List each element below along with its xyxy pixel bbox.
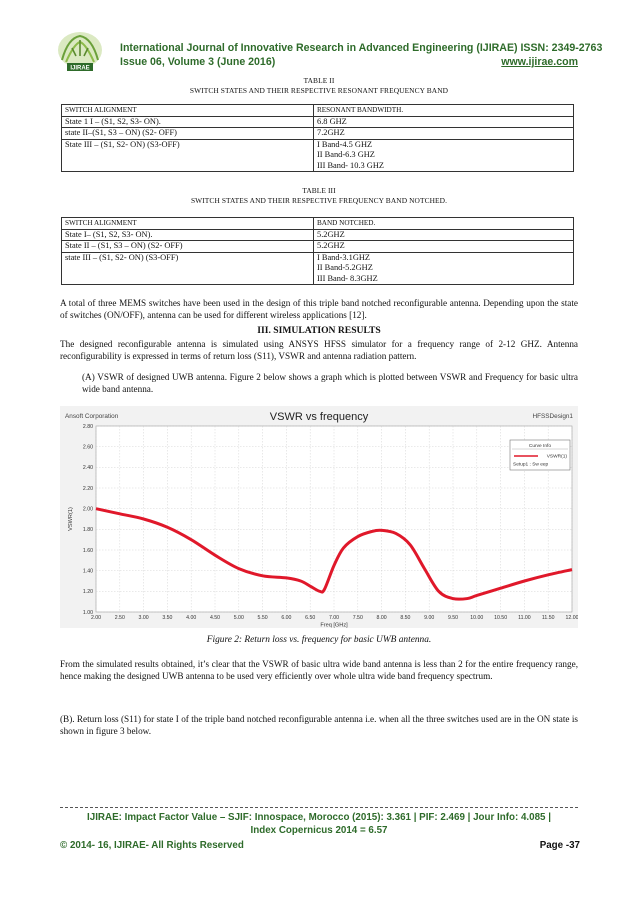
- paragraph-simulation: The designed reconfigurable antenna is simulated using ANSYS HFSS simulator for a frequency range of 2-12 GHZ. Antenna reconfigurability is expressed in terms of return loss (S11), VSWR and antenna radiation pattern.: [60, 339, 578, 362]
- issue-info: Issue 06, Volume 3 (June 2016): [120, 56, 276, 68]
- footer-copyright: © 2014- 16, IJIRAE- All Rights Reserved: [60, 840, 244, 851]
- x-tick-label: 11.00: [518, 615, 531, 621]
- paragraph-return-loss: (B). Return loss (S11) for state I of the triple band notched reconfigurable antenna i.e. when all the three switches used are in the ON state is shown in figure 3 below.: [60, 714, 578, 737]
- table-cell: 5.2GHZ: [314, 241, 574, 253]
- chart-corner-right: HFSSDesign1: [532, 413, 573, 420]
- chart-legend: [510, 440, 570, 470]
- x-tick-label: 8.00: [376, 615, 387, 621]
- legend-entry: VSWR(1): [546, 454, 567, 460]
- table-header-row: [62, 218, 574, 230]
- table-cell: State 1 I – (S1, S2, S3- ON).: [62, 116, 314, 128]
- y-tick-label: 1.40: [82, 568, 93, 575]
- table2-caption: SWITCH STATES AND THEIR RESPECTIVE RESONANT FREQUENCY BAND: [189, 86, 449, 95]
- table-cell: State I– (S1, S2, S3- ON).: [62, 229, 314, 241]
- x-tick-label: 8.50: [400, 615, 411, 621]
- legend-title: Curve Info: [528, 444, 552, 449]
- table3: [61, 217, 574, 285]
- y-tick-label: 1.00: [82, 609, 93, 616]
- table-cell-line: II Band-5.2GHZ: [317, 263, 373, 272]
- table-cell: State II – (S1, S3 – ON) (S2- OFF): [62, 241, 314, 253]
- table3-caption: SWITCH STATES AND THEIR RESPECTIVE FREQUENCY BAND NOTCHED.: [190, 196, 448, 205]
- table-cell: [314, 252, 574, 285]
- table3-title: TABLE III: [302, 186, 336, 195]
- y-tick-label: 2.80: [82, 423, 93, 430]
- table-row: [62, 229, 574, 241]
- y-tick-label: 2.20: [82, 485, 93, 492]
- y-tick-label: 2.40: [82, 465, 93, 472]
- x-tick-label: 7.00: [328, 615, 340, 621]
- x-tick-label: 10.00: [470, 615, 484, 621]
- table-row: [62, 116, 574, 128]
- table-header-cell: BAND NOTCHED.: [314, 218, 574, 230]
- table-cell-line: I Band-4.5 GHZ: [317, 139, 373, 149]
- table-cell-line: I Band-3.1GHZ: [317, 252, 371, 262]
- x-tick-label: 11.50: [541, 615, 555, 621]
- footer-index-copernicus: Index Copernicus 2014 = 6.57: [250, 825, 388, 836]
- table-row: [62, 139, 574, 172]
- table-cell-line: III Band- 8.3GHZ: [317, 273, 378, 283]
- table-cell: state II–(S1, S3 – ON) (S2- OFF): [62, 128, 314, 140]
- footer-divider: [60, 807, 578, 808]
- x-tick-label: 2.00: [90, 615, 102, 621]
- x-tick-label: 3.00: [138, 615, 149, 621]
- table-row: [62, 241, 574, 253]
- x-tick-label: 3.50: [162, 615, 173, 621]
- x-tick-label: 7.50: [352, 615, 363, 621]
- x-tick-label: 2.50: [114, 615, 125, 621]
- table-cell-line: II Band-6.3 GHZ: [317, 150, 375, 159]
- vswr-chart: [60, 406, 578, 628]
- legend-entry: Setup1 : Sw eep: [513, 462, 549, 468]
- journal-logo-icon: [54, 30, 106, 76]
- table-cell: State III – (S1, S2- ON) (S3-OFF): [62, 139, 314, 172]
- footer-impact-factor: IJIRAE: Impact Factor Value – SJIF: Innospace, Morocco (2015): 3.361 | PIF: 2.469 | Jour Info: 4.085 |: [87, 812, 551, 823]
- figure-caption: Figure 2: Return loss vs. frequency for basic UWB antenna.: [206, 635, 432, 645]
- page-number: Page -37: [539, 840, 580, 851]
- x-tick-label: 10.50: [494, 615, 508, 621]
- svg-text:IJIRAE: IJIRAE: [70, 65, 90, 72]
- section-heading: III. SIMULATION RESULTS: [257, 325, 381, 336]
- chart-title: VSWR vs frequency: [269, 411, 369, 423]
- table-cell: [314, 139, 574, 172]
- paragraph-results: From the simulated results obtained, it’s clear that the VSWR of basic ultra wide band antenna is less than 2 for the entire frequency range, hence making the designed UWB antenna to be used very efficiently over whole ultra wide band frequency spectrum.: [60, 659, 578, 682]
- y-axis-label: VSWR(1): [68, 507, 74, 531]
- y-tick-label: 1.20: [82, 589, 93, 596]
- journal-title: International Journal of Innovative Research in Advanced Engineering (IJIRAE) ISSN: 2349-2763: [120, 42, 603, 54]
- chart-corner-left: Ansoft Corporation: [65, 413, 119, 420]
- x-tick-label: 5.50: [257, 615, 268, 621]
- table-cell: 5.2GHZ: [314, 229, 574, 241]
- table-header-cell: SWITCH ALIGNMENT: [62, 105, 314, 117]
- paragraph-vswr-item: (A) VSWR of designed UWB antenna. Figure 2 below shows a graph which is plotted between VSWR and Frequency for basic ultra wide band antenna.: [82, 372, 578, 395]
- x-tick-label: 6.00: [281, 615, 292, 621]
- x-tick-label: 9.50: [447, 615, 459, 621]
- x-tick-label: 4.00: [186, 615, 197, 621]
- table-header-row: [62, 105, 574, 117]
- y-tick-label: 2.60: [82, 444, 93, 451]
- table-cell: state III – (S1, S2- ON) (S3-OFF): [62, 252, 314, 285]
- y-tick-label: 1.60: [82, 547, 93, 554]
- y-tick-label: 2.00: [82, 506, 93, 513]
- x-tick-label: 6.50: [305, 615, 316, 621]
- paragraph-mems-switches: A total of three MEMS switches have been used in the design of this triple band notched reconfigurable antenna. Depending upon the state of switches (ON/OFF), antenna can be used for different wireless applications [12].: [60, 298, 578, 321]
- table-cell: 6.8 GHZ: [314, 116, 574, 128]
- table2: [61, 104, 574, 172]
- x-tick-label: 9.00: [424, 615, 435, 621]
- table-cell: 7.2GHZ: [314, 128, 574, 140]
- x-axis-label: Freq [GHz]: [320, 622, 348, 628]
- journal-url-link[interactable]: www.ijirae.com: [501, 56, 578, 68]
- table2-title: TABLE II: [303, 76, 335, 85]
- table-row: [62, 128, 574, 140]
- journal-header: [48, 30, 603, 78]
- table-header-cell: RESONANT BANDWIDTH.: [314, 105, 574, 117]
- x-tick-labels: [91, 615, 578, 621]
- table-cell-line: III Band- 10.3 GHZ: [317, 160, 384, 170]
- x-tick-label: 5.00: [233, 615, 244, 621]
- y-tick-label: 1.80: [82, 527, 93, 534]
- x-tick-label: 4.50: [209, 615, 221, 621]
- table-header-cell: SWITCH ALIGNMENT: [62, 218, 314, 230]
- table-row: [62, 252, 574, 285]
- x-tick-label: 12.00: [565, 615, 578, 621]
